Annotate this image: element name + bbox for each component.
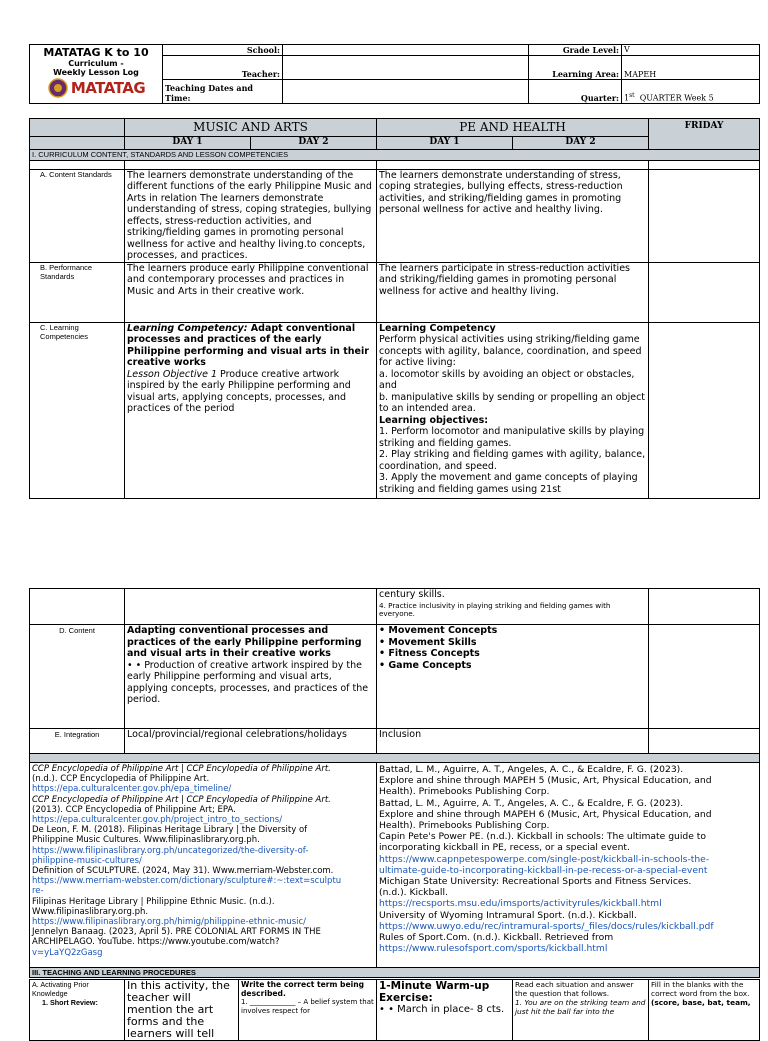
music-ref-line: (n.d.). CCP Encyclopedia of Philippine Art.: [32, 774, 210, 785]
pe-ref-line: University of Wyoming Intramural Sport. (n.d.). Kickball.: [379, 909, 637, 921]
music-ref-line[interactable]: https://www.filipinaslibrary.org.ph/himig/philippine-ethnic-music/: [32, 917, 307, 928]
activating-friday: Fill in the blanks with the correct word from the box. (score, base, bat, team,: [649, 980, 760, 1041]
teacher-label: Teacher:: [163, 56, 283, 80]
competencies-friday: [649, 322, 760, 498]
pe-health-header: PE AND HEALTH: [377, 119, 649, 137]
quarter-label: Quarter:: [529, 80, 622, 104]
content-label: D. Content: [30, 625, 125, 729]
performance-standards-music: The learners produce early Philippine conventional and contemporary processes and practices in Music and Arts in their creative work.: [125, 262, 377, 322]
music-ref-line[interactable]: https://epa.culturalcenter.gov.ph/epa_timeline/: [32, 784, 232, 795]
activating-music-day1: In this activity, the teacher will mention the art forms and the learners will tell: [125, 980, 239, 1041]
continued-friday: [649, 589, 760, 625]
music-ref-line: (2013). CCP Encyclopedia of Philippine Art; EPA.: [32, 804, 236, 815]
content-standards-label: A. Content Standards: [30, 169, 125, 262]
corner-cell: [30, 119, 125, 137]
music-ref-line: Definition of SCULPTURE. (2024, May 31). Www.merriam-Webster.com.: [32, 866, 334, 877]
header-title: MATATAG K to 10: [43, 46, 149, 59]
pe-ref-line[interactable]: https://recsports.msu.edu/imsports/activityrules/kickball.html: [379, 898, 662, 910]
day1-header-pe: DAY 1: [377, 137, 513, 150]
music-ref-line[interactable]: v=yLaYQ2zGasg: [32, 947, 103, 958]
header-logo-cell: [30, 45, 163, 104]
pe-ref-line[interactable]: https://www.uwyo.edu/rec/intramural-sports/_files/docs/rules/kickball.pdf: [379, 920, 714, 932]
pe-ref-line: (n.d.). Kickball.: [379, 887, 448, 899]
continued-label: [30, 589, 125, 625]
quarter-value[interactable]: 1st QUARTER Week 5: [622, 80, 760, 104]
integration-music: Local/provincial/regional celebrations/holidays: [125, 729, 377, 754]
pe-ref-line: Health). Primebooks Publishing Corp.: [379, 820, 550, 832]
music-ref-line: CCP Encyclopedia of Philippine Art | CCP Encylopedia of Philippine Art.: [32, 764, 331, 774]
content-friday: [649, 625, 760, 729]
music-arts-header: MUSIC AND ARTS: [125, 119, 377, 137]
resources-section-bar: [30, 754, 760, 763]
content-standards-friday: [649, 169, 760, 262]
grade-label: Grade Level:: [529, 45, 622, 56]
music-ref-line: De Leon, F. M. (2018). Filipinas Heritage Library | the Diversity of: [32, 825, 308, 836]
music-ref-line[interactable]: re-: [32, 886, 44, 897]
pe-ref-line[interactable]: ultimate-guide-to-incorporating-kickball-in-pe-recess-or-a-special-event: [379, 864, 708, 876]
content-pe: • Movement Concepts • Movement Skills • Fitness Concepts • Game Concepts: [377, 625, 649, 729]
music-ref-line: Jennelyn Banaag. (2023, April 5). PRE COLONIAL ART FORMS IN THE: [32, 927, 321, 938]
header-subtitle: Curriculum - Weekly Lesson Log: [53, 59, 139, 77]
grade-value[interactable]: V: [622, 45, 760, 56]
day1-header-music: DAY 1: [125, 137, 251, 150]
pe-ref-line: Explore and shine through MAPEH 5 (Music, Art, Physical Education, and: [379, 775, 712, 787]
day2-header-pe: DAY 2: [513, 137, 649, 150]
performance-standards-label: B. Performance Standards: [30, 262, 125, 322]
deped-logo: [32, 78, 160, 98]
pe-ref-line[interactable]: https://www.rulesofsport.com/sports/kickball.html: [379, 943, 608, 955]
resources-pe: [377, 763, 760, 968]
header-table: [29, 44, 760, 104]
section-procedures: III. TEACHING AND LEARNING PROCEDURES: [30, 968, 760, 978]
music-ref-line: Www.filipinaslibrary.org.ph.: [32, 906, 149, 917]
activating-pe-day2: Read each situation and answer the question that follows. 1. You are on the striking team and just hit the ball far into the: [513, 980, 649, 1041]
section-curriculum: I. CURRICULUM CONTENT, STANDARDS AND LESSON COMPETENCIES: [30, 149, 760, 160]
school-field[interactable]: [283, 45, 529, 56]
integration-friday: [649, 729, 760, 754]
area-label: Learning Area:: [529, 56, 622, 80]
performance-standards-friday: [649, 262, 760, 322]
teacher-field[interactable]: [283, 56, 529, 80]
competencies-pe: Learning Competency Perform physical activities using striking/fielding game concepts with agility, balance, coordination, and speed for active living: a. locomotor skills by avoiding an object or obstacles, and b. manipulative skills by sending or propelling an object to an intended area. Learning objectives: 1. Perform locomotor and manipulative skills by playing striking and fielding games. 2. Play striking and fielding games with agility, balance, coordination, and speed. 3. Apply the movement and game concepts of playing striking and fielding games using 21st: [377, 322, 649, 498]
activating-pe-day1: 1-Minute Warm-up Exercise: • • March in place- 8 cts.: [377, 980, 513, 1041]
pe-ref-line: Explore and shine through MAPEH 6 (Music, Art, Physical Education, and: [379, 808, 712, 820]
music-ref-line: Philippine Music Cultures. Www.filipinaslibrary.org.ph.: [32, 835, 260, 846]
resources-music: [30, 763, 377, 968]
integration-label: E. Integration: [30, 729, 125, 754]
content-standards-pe: The learners demonstrate understanding of stress, coping strategies, bullying effects, stress-reduction activities, and striking/fielding games in promoting personal wellness for active and healthy living.: [377, 169, 649, 262]
school-label: School:: [163, 45, 283, 56]
lesson-table-page2: [29, 588, 760, 978]
pe-ref-line: Battad, L. M., Aguirre, A. T., Angeles, A. C., & Ecaldre, F. G. (2023).: [379, 764, 684, 775]
performance-standards-pe: The learners participate in stress-reduction activities and striking/fielding games in promoting personal wellness for active and healthy living.: [377, 262, 649, 322]
pe-ref-line[interactable]: https://www.capnpetespowerpe.com/single-post/kickball-in-schools-the-: [379, 853, 710, 865]
continued-pe: century skills. 4. Practice inclusivity in playing striking and fielding games with everyone.: [377, 589, 649, 625]
activating-music-day2: Write the correct term being described. 1. _____________ – A belief system that involves respect for: [239, 980, 377, 1041]
area-value[interactable]: MAPEH: [622, 56, 760, 80]
competencies-music: Learning Competency: Adapt conventional processes and practices of the early Philippine performing and visual arts in their creative works Lesson Objective 1 Produce creative artwork inspired by the early Philippine performing and visual arts, applying concepts, processes, and practices of the period: [125, 322, 377, 498]
pe-ref-line: incorporating kickball in PE, recess, or a special event.: [379, 842, 630, 854]
day2-header-music: DAY 2: [251, 137, 377, 150]
corner-cell-2: [30, 137, 125, 150]
dates-field[interactable]: [283, 80, 529, 104]
pe-ref-line: Michigan State University: Recreational Sports and Fitness Services.: [379, 876, 692, 888]
music-ref-line: ARCHIPELAGO. YouTube. https://www.youtube.com/watch?: [32, 937, 280, 948]
lesson-table-page1: [29, 118, 760, 499]
procedures-table: [29, 979, 760, 1041]
music-ref-line: CCP Encyclopedia of Philippine Art | CCP Encylopedia of Philippine Art.: [32, 794, 331, 805]
music-ref-line: Filipinas Heritage Library | Philippine Ethnic Music. (n.d.).: [32, 896, 275, 907]
competencies-label: C. Learning Competencies: [30, 322, 125, 498]
music-ref-line[interactable]: https://epa.culturalcenter.gov.ph/project_intro_to_sections/: [32, 815, 283, 826]
seal-icon: [47, 78, 69, 98]
pe-ref-line: Rules of Sport.Com. (n.d.). Kickball. Retrieved from: [379, 932, 614, 944]
activating-label: A. Activating Prior Knowledge 1. Short Review:: [30, 980, 125, 1041]
music-ref-line[interactable]: philippine-music-cultures/: [32, 855, 142, 866]
friday-header: FRIDAY: [649, 119, 760, 150]
integration-pe: Inclusion: [377, 729, 649, 754]
music-ref-line[interactable]: https://www.filipinaslibrary.org.ph/uncategorized/the-diversity-of-: [32, 845, 309, 856]
pe-ref-line: Capin Pete's Power PE. (n.d.). Kickball in schools: The ultimate guide to: [379, 831, 707, 843]
music-ref-line[interactable]: https://www.merriam-webster.com/dictionary/sculpture#:~:text=sculptu: [32, 876, 342, 887]
matatag-logo-text: MATATAG: [70, 79, 146, 97]
continued-music: [125, 589, 377, 625]
content-standards-music: The learners demonstrate understanding of the different functions of the early Philippine Music and Arts in relation The learners demonstrate understanding of stress, coping strategies, bullying effects, stress-reduction activities, and striking/fielding games in promoting personal wellness for active and healthy living.to concepts, processes, and practices.: [125, 169, 377, 262]
pe-ref-line: Battad, L. M., Aguirre, A. T., Angeles, A. C., & Ecaldre, F. G. (2023).: [379, 797, 684, 809]
dates-label: Teaching Dates and Time:: [163, 80, 283, 104]
pe-ref-line: Health). Primebooks Publishing Corp.: [379, 786, 550, 798]
content-music: Adapting conventional processes and practices of the early Philippine performing and visual arts in their creative works • • Production of creative artwork inspired by the early Philippine performing and visual arts, applying concepts, processes, and practices of the period.: [125, 625, 377, 729]
